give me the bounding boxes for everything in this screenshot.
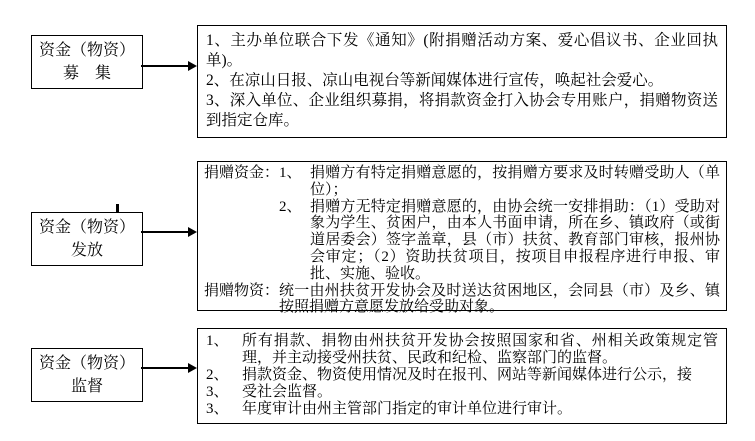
arrow-head-icon [188, 363, 197, 373]
detail-box-distribution [197, 161, 727, 316]
supervision-item-1-number: 1、 [206, 333, 229, 349]
funds-item-1-number: 1、 [279, 165, 302, 181]
funds-item-1 [279, 165, 720, 199]
arrow-line [141, 65, 188, 67]
arrow-line [141, 231, 188, 233]
arrow-head-icon [188, 227, 197, 237]
stage-supervision-line1: 资金（物资） [38, 355, 135, 372]
stage-fundraising-line1: 资金（物资） [38, 42, 135, 59]
fundraising-item-3: 3、深入单位、企业组织募捐，将捐款资金打入协会专用账户，捐赠物资送到指定仓库。 [206, 92, 718, 129]
arrow-distribution [141, 226, 197, 237]
donation-goods-content [279, 283, 720, 317]
stage-distribution-line2: 发放 [70, 242, 103, 259]
stage-box-supervision [31, 348, 143, 402]
stage-box-distribution [31, 212, 143, 266]
supervision-item-4-text: 年度审计由州主管部门指定的审计单位进行审计。 [242, 401, 573, 417]
fundraising-item-1: 1、主办单位联合下发《通知》(附捐赠活动方案、爱心倡议书、企业回执单)。 [206, 32, 718, 69]
supervision-item-2 [206, 367, 718, 384]
stage-distribution-line1: 资金（物资） [38, 219, 135, 236]
donation-goods-text: 统一由州扶贫开发协会及时送达贫困地区，会同县（市）及乡、镇按照捐赠方意愿发放给受助对象。 [279, 282, 720, 316]
arrow-line [141, 367, 188, 369]
stage-fundraising-line2: 募 集 [62, 65, 111, 82]
supervision-item-2-number: 2、 [206, 367, 229, 383]
arrow-supervision [141, 362, 197, 373]
funds-item-2-text: 捐赠方无特定捐赠意愿的，由协会统一安排捐助：（1）受助对象为学生、贫困户，由本人书面申请，所在乡、镇政府（或街道居委会）签字盖章，县（市）扶贫、教育部门审核，报州协会审定；（2）资助扶贫项目，按项目申报程序进行申报、审批、实施、验收。 [310, 198, 720, 282]
supervision-item-4 [206, 401, 718, 418]
supervision-item-1 [206, 333, 718, 367]
supervision-item-3-text: 受社会监督。 [242, 384, 333, 400]
supervision-item-3 [206, 384, 718, 401]
donation-goods-label: 捐赠物资： [204, 282, 280, 299]
arrow-fundraising [141, 60, 197, 71]
supervision-item-1-text: 所有捐款、捐物由州扶贫开发协会按照国家和省、州相关政策规定管理，并主动接受州扶贫、民政和纪检、监察部门的监督。 [242, 333, 718, 366]
donation-goods-section [204, 283, 720, 317]
donation-funds-label: 捐赠资金： [204, 165, 280, 181]
detail-box-fundraising [197, 25, 727, 138]
supervision-item-4-number: 3、 [206, 401, 229, 417]
stage-supervision-line2: 监督 [70, 378, 103, 395]
supervision-item-3-number: 3、 [206, 384, 229, 400]
stage-box-fundraising [31, 35, 143, 89]
donation-funds-section [204, 165, 720, 283]
funds-item-1-text: 捐赠方有特定捐赠意愿的，按捐赠方要求及时转赠受助人（单位）； [310, 165, 720, 198]
supervision-item-2-text: 捐款资金、物资使用情况及时在报刊、网站等新闻媒体进行公示，接 [242, 367, 693, 383]
detail-box-supervision [197, 328, 727, 424]
arrow-head-icon [188, 61, 197, 71]
funds-item-2 [279, 199, 720, 283]
funds-item-2-number: 2、 [279, 198, 302, 215]
donation-funds-content [279, 165, 720, 283]
fundraising-item-2: 2、在凉山日报、凉山电视台等新闻媒体进行宣传，唤起社会爱心。 [206, 72, 664, 89]
